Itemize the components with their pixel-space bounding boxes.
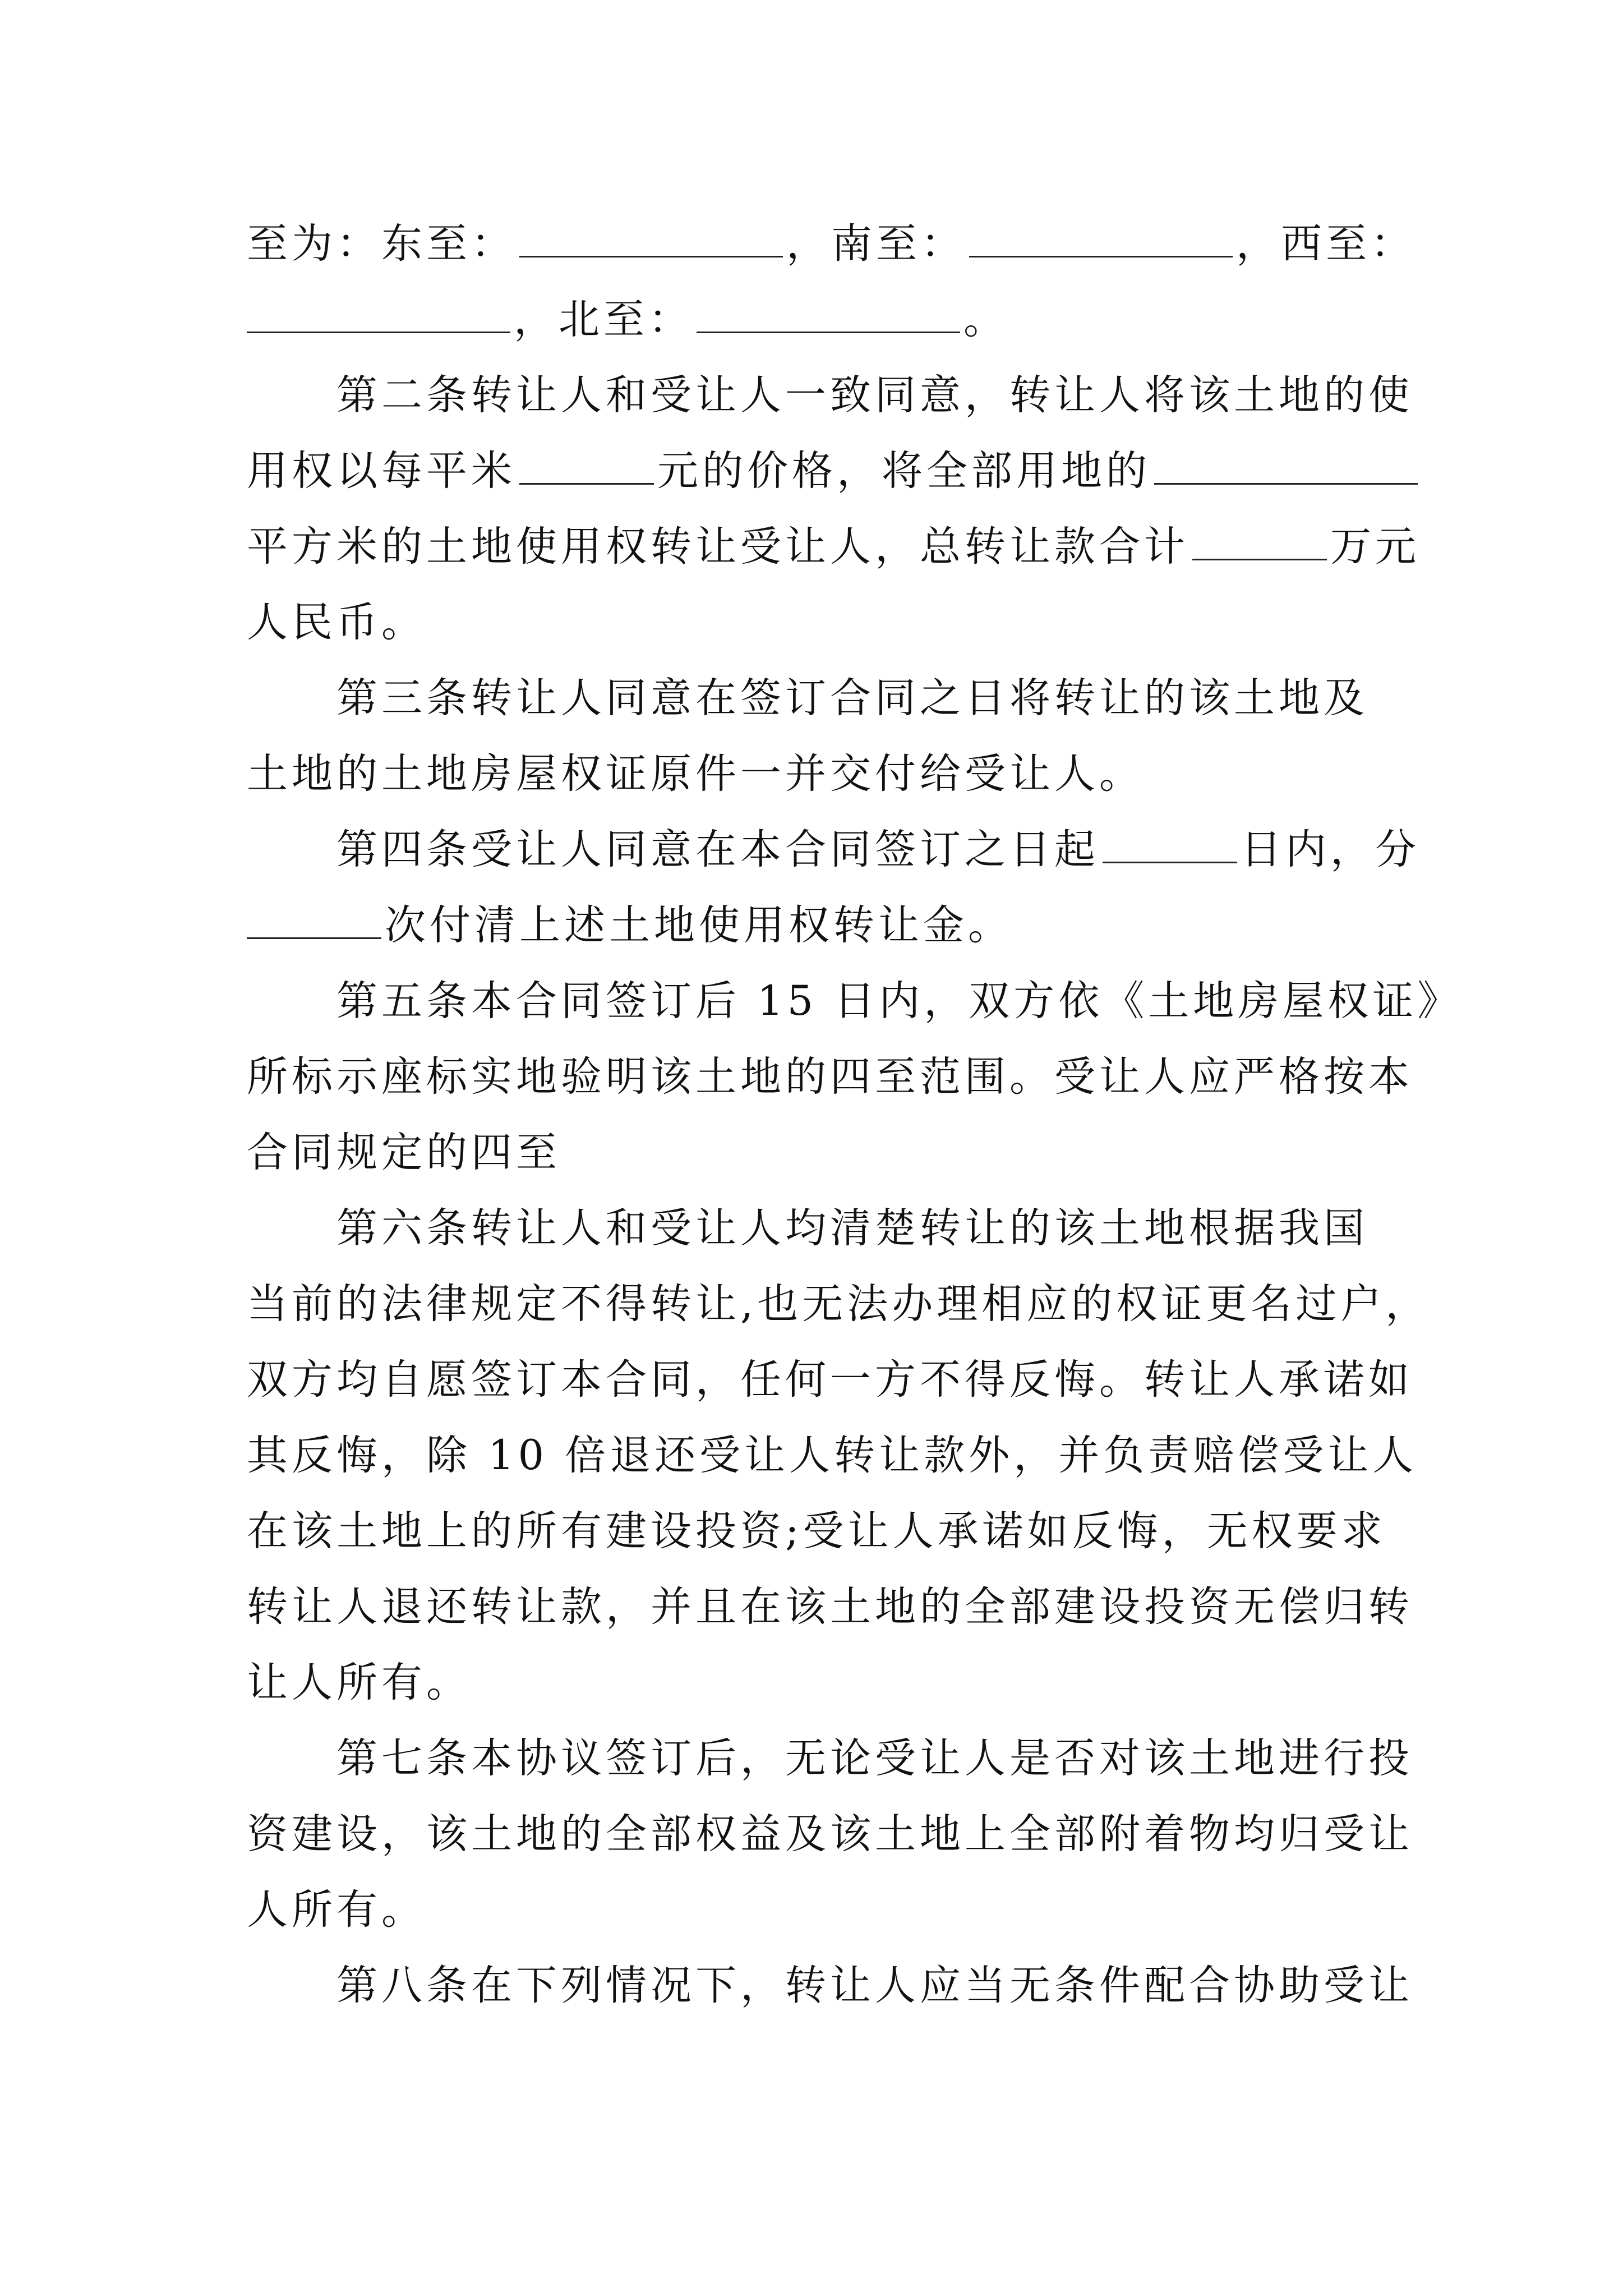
article-6-line-1 bbox=[336, 1200, 1368, 1257]
boundary-line-2 bbox=[247, 292, 1008, 348]
article-2-line-2 bbox=[247, 443, 1421, 499]
article-6-text-7: 让人所有。 bbox=[247, 1659, 471, 1706]
article-5-line-3 bbox=[247, 1125, 561, 1181]
article-5-text-cont: 所标示座标实地验明该土地的四至范围。受让人应严格按本 bbox=[247, 1053, 1413, 1101]
currency-text: 人民币。 bbox=[247, 599, 426, 646]
article-7-line-3 bbox=[247, 1882, 426, 1938]
article-2-text: 第二条转让人和受让人一致同意，转让人将该土地的使 bbox=[336, 371, 1413, 419]
article-6-text-6: 转让人退还转让款，并且在该土地的全部建设投资无偿归转 bbox=[247, 1583, 1413, 1631]
blank-west[interactable] bbox=[247, 292, 510, 333]
boundary-north-label: ，北至： bbox=[514, 296, 693, 343]
article-5-line-2 bbox=[247, 1049, 1413, 1105]
article-6-line-4 bbox=[247, 1428, 1417, 1484]
article-4-line-2 bbox=[247, 898, 1013, 954]
article-6-line-2 bbox=[247, 1276, 1430, 1332]
days-unit: 日内，分 bbox=[1241, 826, 1420, 873]
blank-south[interactable] bbox=[969, 217, 1233, 257]
article-3-line-2 bbox=[247, 746, 1144, 802]
total-unit: 万元 bbox=[1330, 523, 1420, 570]
article-6-text-2: 当前的法律规定不得转让,也无法办理相应的权证更名过户， bbox=[247, 1280, 1431, 1328]
article-7-text-2: 资建设，该土地的全部权益及该土地上全部附着物均归受让 bbox=[247, 1810, 1413, 1858]
article-5-text-end: 合同规定的四至 bbox=[247, 1129, 561, 1176]
boundary-west-label: ，西至： bbox=[1236, 220, 1415, 268]
article-7-text-3: 人所有。 bbox=[247, 1886, 426, 1934]
article-6-line-7 bbox=[247, 1655, 471, 1711]
blank-east[interactable] bbox=[519, 217, 783, 257]
price-unit-text: 元的价格，将全部用地的 bbox=[657, 447, 1151, 495]
article-2-line-1 bbox=[336, 367, 1413, 424]
article-7-text: 第七条本协议签订后，无论受让人是否对该土地进行投 bbox=[336, 1734, 1413, 1782]
blank-days[interactable] bbox=[1103, 822, 1237, 863]
article-6-text: 第六条转让人和受让人均清楚转让的该土地根据我国 bbox=[336, 1204, 1368, 1252]
blank-north[interactable] bbox=[697, 292, 960, 333]
article-3-text-cont: 土地的土地房屋权证原件一并交付给受让人。 bbox=[247, 750, 1144, 798]
installments-text: 次付清上述土地使用权转让金。 bbox=[385, 901, 1013, 949]
article-6-line-3 bbox=[247, 1352, 1413, 1408]
blank-total-amount[interactable] bbox=[1192, 519, 1327, 560]
article-3-line-1 bbox=[336, 670, 1368, 726]
article-6-text-4: 其反悔，除 10 倍退还受让人转让款外，并负责赔偿受让人 bbox=[247, 1432, 1418, 1479]
article-3-text: 第三条转让人同意在签订合同之日将转让的该土地及 bbox=[336, 674, 1368, 722]
blank-unit-price[interactable] bbox=[519, 444, 654, 485]
boundary-south-label: ，南至： bbox=[786, 220, 966, 268]
article-2-line-4 bbox=[247, 595, 426, 651]
boundary-line-1 bbox=[247, 216, 1415, 272]
article-4-text: 第四条受让人同意在本合同签订之日起 bbox=[336, 826, 1099, 873]
article-2-line-3 bbox=[247, 519, 1420, 575]
article-6-line-6 bbox=[247, 1579, 1413, 1635]
boundary-east-label: 至为：东至： bbox=[247, 220, 516, 268]
article-5-text: 第五条本合同签订后 15 日内，双方依《土地房屋权证》 bbox=[336, 977, 1463, 1025]
total-label: 平方米的土地使用权转让受让人，总转让款合计 bbox=[247, 523, 1189, 570]
price-label: 用权以每平米 bbox=[247, 447, 516, 495]
article-5-line-1 bbox=[336, 973, 1462, 1029]
blank-installments[interactable] bbox=[247, 898, 381, 939]
article-4-line-1 bbox=[336, 822, 1420, 878]
article-6-text-5: 在该土地上的所有建设投资;受让人承诺如反悔，无权要求 bbox=[247, 1507, 1386, 1555]
article-6-text-3: 双方均自愿签订本合同，任何一方不得反悔。转让人承诺如 bbox=[247, 1356, 1413, 1404]
article-7-line-2 bbox=[247, 1806, 1413, 1862]
article-8-line-1 bbox=[336, 1958, 1413, 2014]
article-8-text: 第八条在下列情况下，转让人应当无条件配合协助受让 bbox=[336, 1962, 1413, 2009]
blank-area[interactable] bbox=[1154, 444, 1418, 485]
article-6-line-5 bbox=[247, 1503, 1386, 1559]
article-7-line-1 bbox=[336, 1731, 1413, 1787]
boundary-end: 。 bbox=[963, 296, 1008, 343]
